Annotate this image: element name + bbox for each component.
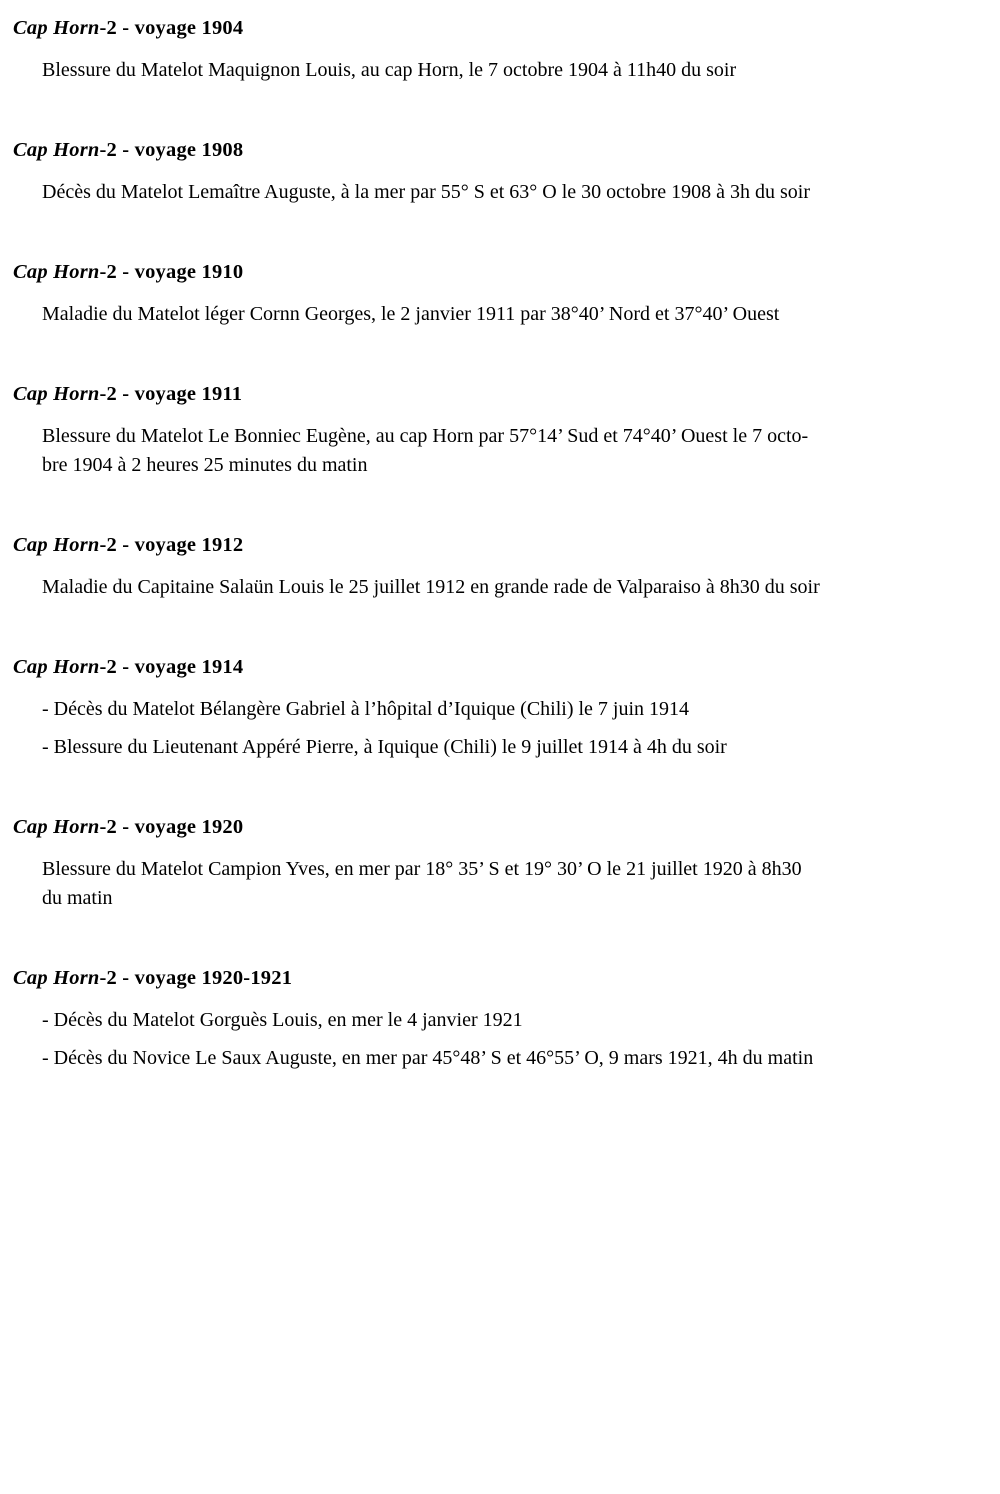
event-text-line: bre 1904 à 2 heures 25 minutes du matin [42, 454, 368, 476]
voyage-section [13, 812, 960, 913]
event-text-line: Blessure du Matelot Maquignon Louis, au cap Horn, le 7 octobre 1904 à 11h40 du soir [42, 59, 737, 81]
ship-name: Cap Horn [13, 534, 100, 556]
ship-name: Cap Horn [13, 656, 100, 678]
voyage-section [13, 13, 960, 85]
event-text-line: Blessure du Matelot Campion Yves, en mer par 18° 35’ S et 19° 30’ O le 21 juillet 1920 à 8h30 [42, 858, 802, 880]
voyage-label: -2 - voyage 1920-1921 [99, 967, 293, 989]
event-paragraph [13, 300, 960, 329]
voyage-label: -2 - voyage 1920 [99, 816, 244, 838]
voyage-label: -2 - voyage 1910 [99, 261, 244, 283]
event-paragraph [13, 573, 960, 602]
ship-name: Cap Horn [13, 17, 100, 39]
voyage-section [13, 379, 960, 480]
event-text-line: - Décès du Matelot Bélangère Gabriel à l’hôpital d’Iquique (Chili) le 7 juin 1914 [42, 698, 690, 720]
voyage-label: -2 - voyage 1904 [99, 17, 244, 39]
ship-name: Cap Horn [13, 261, 100, 283]
voyage-heading [13, 257, 960, 287]
event-text-line: Maladie du Matelot léger Cornn Georges, le 2 janvier 1911 par 38°40’ Nord et 37°40’ Ouest [42, 303, 780, 325]
voyage-heading [13, 652, 960, 682]
event-text-line: Maladie du Capitaine Salaün Louis le 25 juillet 1912 en grande rade de Valparaiso à 8h30 du soir [42, 576, 820, 598]
event-text-line: du matin [42, 887, 113, 909]
voyage-heading [13, 13, 960, 43]
event-paragraph [13, 695, 960, 724]
event-text-line: Décès du Matelot Lemaître Auguste, à la mer par 55° S et 63° O le 30 octobre 1908 à 3h du soir [42, 181, 811, 203]
event-paragraph [13, 855, 960, 913]
voyage-label: -2 - voyage 1912 [99, 534, 244, 556]
ship-name: Cap Horn [13, 967, 100, 989]
voyage-heading [13, 379, 960, 409]
event-text-line: - Décès du Novice Le Saux Auguste, en mer par 45°48’ S et 46°55’ O, 9 mars 1921, 4h du matin [42, 1047, 814, 1069]
voyage-section [13, 652, 960, 762]
voyage-label: -2 - voyage 1914 [99, 656, 244, 678]
voyage-section [13, 257, 960, 329]
event-paragraph [13, 1006, 960, 1035]
voyage-label: -2 - voyage 1908 [99, 139, 244, 161]
event-paragraph [13, 422, 960, 480]
event-paragraph [13, 178, 960, 207]
event-paragraph [13, 733, 960, 762]
voyage-heading [13, 963, 960, 993]
event-text-line: Blessure du Matelot Le Bonniec Eugène, au cap Horn par 57°14’ Sud et 74°40’ Ouest le 7 octo- [42, 425, 809, 447]
event-text-line: - Blessure du Lieutenant Appéré Pierre, à Iquique (Chili) le 9 juillet 1914 à 4h du soir [42, 736, 727, 758]
voyage-heading [13, 135, 960, 165]
voyage-section [13, 530, 960, 602]
voyage-section [13, 135, 960, 207]
voyage-label: -2 - voyage 1911 [99, 383, 243, 405]
ship-name: Cap Horn [13, 816, 100, 838]
voyage-heading [13, 812, 960, 842]
voyage-sections-list [13, 13, 960, 1073]
ship-name: Cap Horn [13, 383, 100, 405]
ship-name: Cap Horn [13, 139, 100, 161]
event-paragraph [13, 56, 960, 85]
event-paragraph [13, 1044, 960, 1073]
voyage-section [13, 963, 960, 1073]
event-text-line: - Décès du Matelot Gorguès Louis, en mer le 4 janvier 1921 [42, 1009, 523, 1031]
voyage-heading [13, 530, 960, 560]
